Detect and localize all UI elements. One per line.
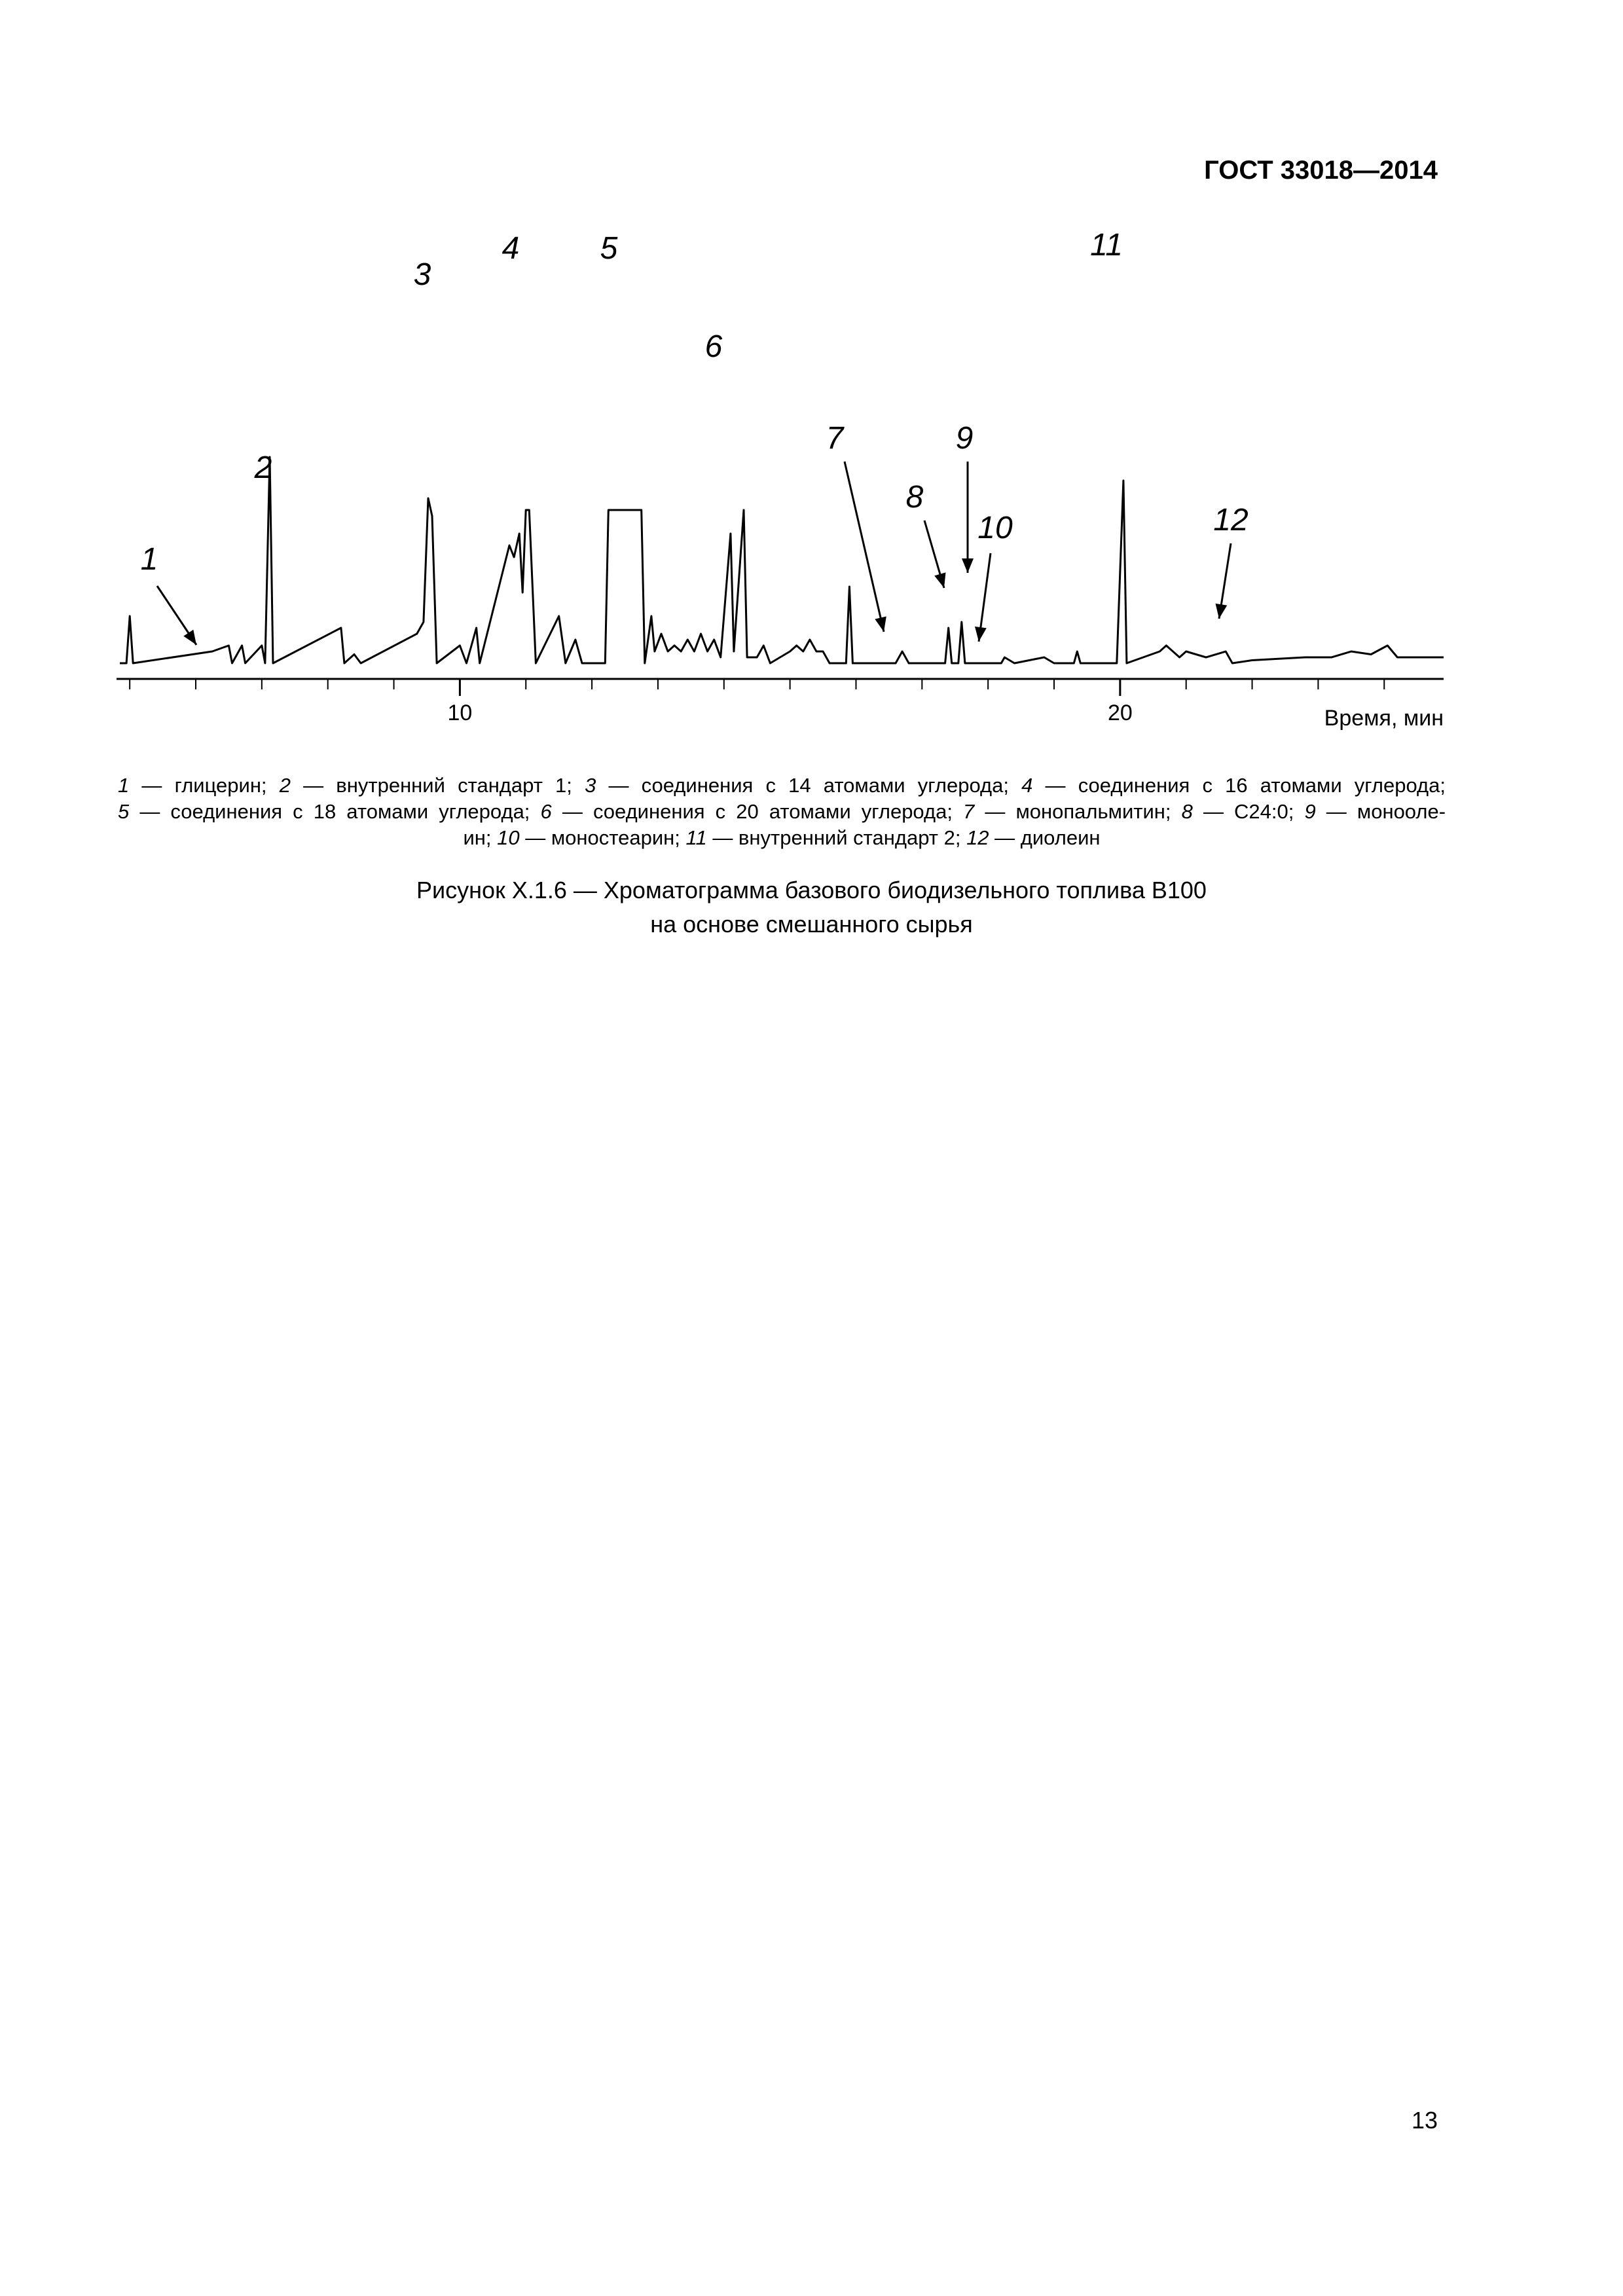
arrow-head — [875, 617, 886, 632]
x-tick-label: 10 — [447, 701, 473, 725]
peak-label-7: 7 — [826, 421, 844, 456]
x-tick-label: 20 — [1107, 701, 1133, 725]
legend-number: 12 — [966, 826, 989, 849]
legend-text: — внутренний стандарт 2; — [706, 826, 967, 849]
peak-label-2: 2 — [254, 450, 272, 485]
legend-text: — соединения с 14 атомами углерода; — [596, 774, 1022, 797]
legend-number: 7 — [963, 800, 975, 823]
legend-text: ин; — [463, 826, 498, 849]
legend-text: — диолеин — [989, 826, 1101, 849]
legend-text: — C24:0; — [1192, 800, 1305, 823]
legend-text: — внутренний стандарт 1; — [290, 774, 585, 797]
legend-text: — моноолe- — [1315, 800, 1446, 823]
peak-label-10: 10 — [977, 511, 1013, 545]
legend-line-1 — [118, 773, 1446, 799]
arrow-head — [183, 630, 196, 645]
arrow-head — [1216, 604, 1228, 619]
figure-caption-line-1: Рисунок X.1.6 — Хроматограмма базового биодизельного топлива B100 — [416, 877, 1207, 903]
x-axis-tick-labels — [447, 701, 1132, 725]
legend-text: — соединения с 20 атомами углерода; — [551, 800, 964, 823]
page-number: 13 — [1411, 2107, 1438, 2134]
legend-number: 8 — [1181, 800, 1193, 823]
peak-label-4: 4 — [501, 231, 520, 266]
peak-label-6: 6 — [704, 329, 723, 364]
legend-text: — моностеарин; — [519, 826, 686, 849]
legend-line-3 — [118, 825, 1446, 851]
legend-text: — соединения с 18 атомами углерода; — [129, 800, 541, 823]
document-header: ГОСТ 33018—2014 — [1204, 156, 1438, 185]
legend-number: 1 — [118, 774, 130, 797]
peak-label-9: 9 — [955, 421, 974, 456]
peak-arrows — [157, 462, 1231, 645]
legend-line-2 — [118, 799, 1446, 825]
peak-label-12: 12 — [1213, 503, 1249, 538]
legend-text: — соединения с 16 атомами углерода; — [1032, 774, 1446, 797]
arrow-head — [934, 572, 945, 588]
x-axis-ticks — [130, 679, 1384, 696]
figure-caption-line-2: на основе смешанного сырья — [650, 911, 973, 938]
peak-label-3: 3 — [413, 257, 431, 292]
legend-text: — глицерин; — [129, 774, 280, 797]
figure-legend — [118, 773, 1446, 851]
arrow-head — [975, 627, 987, 642]
peak-label-5: 5 — [600, 231, 618, 266]
peak-label-8: 8 — [905, 480, 924, 515]
legend-number: 11 — [685, 826, 707, 849]
chromatogram-chart — [0, 0, 1623, 759]
chromatogram-trace — [120, 457, 1444, 663]
legend-text: — монопальмитин; — [974, 800, 1182, 823]
legend-number: 5 — [118, 800, 130, 823]
legend-number: 10 — [497, 826, 520, 849]
legend-number: 6 — [540, 800, 552, 823]
legend-number: 9 — [1304, 800, 1316, 823]
legend-number: 3 — [585, 774, 596, 797]
legend-number: 4 — [1021, 774, 1033, 797]
peak-label-11: 11 — [1090, 228, 1123, 263]
x-axis-label: Время, мин — [1324, 706, 1444, 731]
peak-labels — [141, 228, 1249, 577]
chromatogram-line — [120, 457, 1444, 663]
legend-number: 2 — [279, 774, 291, 797]
arrow-head — [962, 558, 974, 573]
peak-label-1: 1 — [140, 542, 158, 577]
